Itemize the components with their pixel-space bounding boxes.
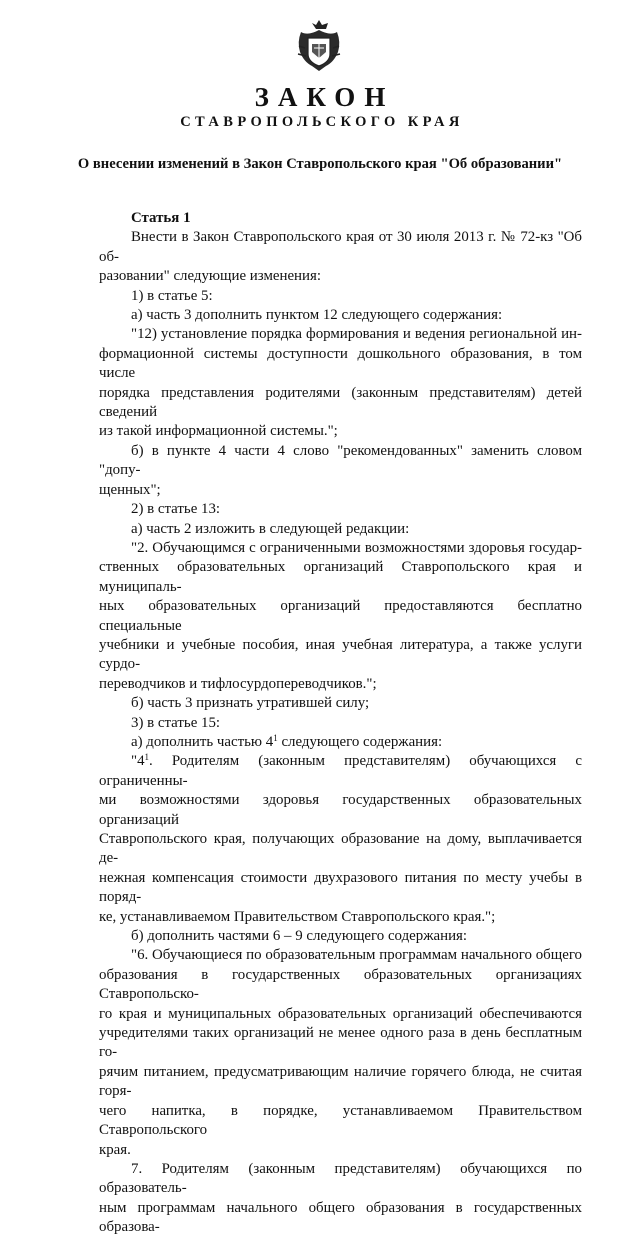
paragraph-line: 1) в статье 5:: [131, 287, 213, 304]
paragraph-line: ке, устанавливаемом Правительством Ставропольского края.";: [99, 908, 496, 925]
paragraph-line: нежная компенсация стоимости двухразового питания по месту учебы в поряд-: [99, 869, 582, 906]
paragraph-line: б) дополнить частями 6 – 9 следующего содержания:: [131, 928, 468, 945]
paragraph-line: ных образовательных организаций предоставляются бесплатно специальные: [99, 598, 582, 634]
paragraph-line: 7. Родителям (законным представителям) обучающихся по образователь-: [99, 1160, 582, 1197]
article-body: [99, 205, 582, 1238]
paragraph-line: а) часть 2 изложить в следующей редакции:: [131, 520, 410, 537]
paragraph-line: Ставропольского края, получающих образование на дому, выплачивается де-: [99, 831, 582, 867]
paragraph-line: щенных";: [99, 481, 161, 498]
coat-of-arms-emblem: [294, 18, 344, 74]
paragraph-line: разовании" следующие изменения:: [99, 268, 321, 285]
paragraph-line: учредителями таких организаций не менее одного раза в день бесплатным го-: [99, 1025, 582, 1061]
paragraph-line: из такой информационной системы.";: [99, 423, 338, 440]
paragraph-line: Внести в Закон Ставропольского края от 30 июля 2013 г. № 72-кз "Об об-: [99, 229, 582, 265]
paragraph-line: учебники и учебные пособия, иная учебная литература, а также услуги сурдо-: [99, 636, 582, 673]
paragraph-line: "2. Обучающимся с ограниченными возможностями здоровья государ-: [131, 539, 582, 556]
paragraph-line: б) в пункте 4 части 4 слово "рекомендованных" заменить словом "допу-: [99, 442, 582, 479]
paragraph-line: образования в государственных образовательных организациях Ставропольско-: [99, 966, 582, 1003]
paragraph-line: чего напитка, в порядке, устанавливаемом Правительством Ставропольского: [99, 1102, 582, 1139]
paragraph-line: "12) установление порядка формирования и ведения региональной ин-: [131, 326, 582, 343]
paragraph-line: ным программам начального общего образования в государственных образова-: [99, 1199, 582, 1236]
paragraph-line: переводчиков и тифлосурдопереводчиков.";: [99, 675, 377, 692]
article-heading: Статья 1: [131, 210, 191, 226]
paragraph-line: б) часть 3 признать утратившей силу;: [131, 695, 370, 712]
paragraph-line: "$4^1$. Родителям (законным представителям) обучающихся с ограниченны-: [99, 752, 582, 789]
paragraph-line: го края и муниципальных образовательных организаций обеспечиваются: [99, 1005, 582, 1022]
paragraph-line: ственных образовательных организаций Ставропольского края и муниципаль-: [99, 559, 582, 595]
paragraph-line: порядка представления родителями (законным представителям) детей сведений: [99, 384, 582, 421]
paragraph-line: а) часть 3 дополнить пунктом 12 следующего содержания:: [131, 307, 503, 324]
law-region: СТАВРОПОЛЬСКОГО КРАЯ: [180, 114, 464, 130]
paragraph-line: края.: [99, 1141, 131, 1158]
paragraph-line: рячим питанием, предусматривающим наличие горячего блюда, не считая горя-: [99, 1063, 582, 1100]
law-subject: О внесении изменений в Закон Ставропольского края "Об образовании": [77, 156, 563, 172]
paragraph-line: ми возможностями здоровья государственных образовательных организаций: [99, 792, 582, 828]
paragraph-line: формационной системы доступности дошкольного образования, в том числе: [99, 345, 582, 382]
paragraph-line: "6. Обучающиеся по образовательным программам начального общего: [131, 947, 582, 964]
paragraph-line: а) дополнить частью $4^1$ следующего содержания:: [131, 732, 443, 750]
paragraph-line: 3) в статье 15:: [131, 714, 221, 731]
paragraph-line: 2) в статье 13:: [131, 501, 221, 518]
law-title: ЗАКОН: [254, 82, 395, 112]
